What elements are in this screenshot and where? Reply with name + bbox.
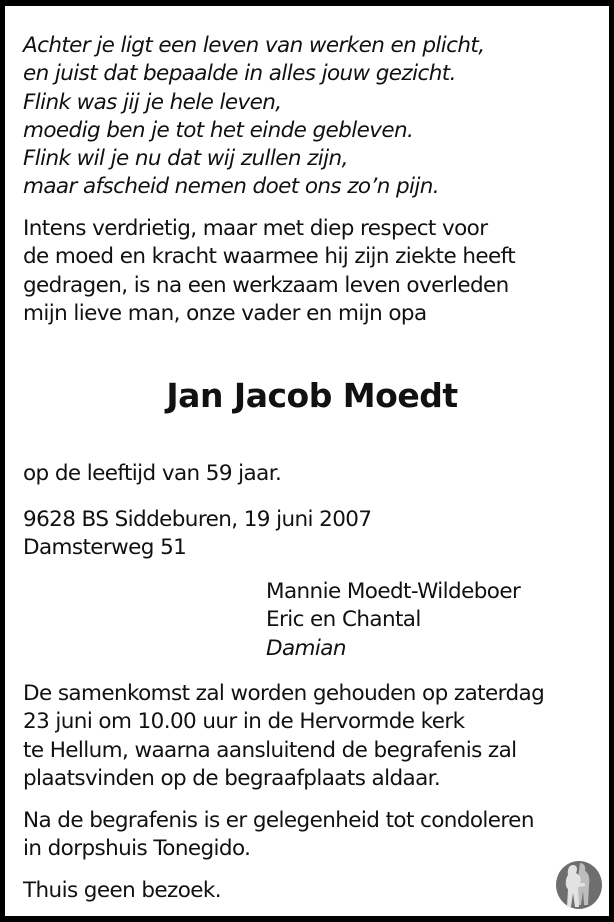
age-line: op de leeftijd van 59 jaar. [23,461,282,486]
poem-line: moedig ben je tot het einde gebleven. [23,117,414,143]
family-signature [266,578,520,663]
address-line: Damsterweg 51 [23,535,187,561]
no-visit-line: Thuis geen bezoek. [23,878,221,903]
deceased-name: Jan Jacob Moedt [166,376,458,415]
intro-paragraph [23,215,515,328]
address-paragraph [23,506,371,563]
family-line: Mannie Moedt-Wildeboer [266,579,521,604]
service-line: 23 juni om 10.00 uur in de Hervormde kerk [23,709,465,735]
intro-line: mijn lieve man, onze vader en mijn opa [23,300,427,326]
service-line: plaatsvinden op de begraafplaats aldaar. [23,765,441,791]
address-line: 9628 BS Siddeburen, 19 juni 2007 [23,507,372,532]
grandchild-name: Damian [266,635,346,661]
service-line: De samenkomst zal worden gehouden op zaterdag [23,681,545,706]
service-paragraph [23,680,544,793]
service-line: te Hellum, waarna aansluitend de begrafenis zal [23,737,517,763]
poem-line: Flink wil je nu dat wij zullen zijn, [23,146,348,172]
poem-line: Achter je ligt een leven van werken en plicht, [23,33,485,58]
condolence-line: in dorpshuis Tonegido. [23,836,251,862]
poem-line: en juist dat bepaalde in alles jouw gezicht. [23,61,456,87]
intro-line: gedragen, is na een werkzaam leven overleden [23,272,509,298]
no-visit-paragraph [23,877,221,905]
condolence-line: Na de begrafenis is er gelegenheid tot condoleren [23,808,534,833]
poem-line: Flink was jij je hele leven, [23,89,282,115]
family-line: Eric en Chantal [266,607,421,633]
condolence-paragraph [23,807,534,864]
poem-line: maar afscheid nemen doet ons zo’n pijn. [23,174,440,200]
poem [23,32,484,202]
age-paragraph [23,460,281,488]
intro-line: Intens verdrietig, maar met diep respect voor [23,216,488,241]
intro-line: de moed en kracht waarmee hij zijn ziekte heeft [23,244,516,270]
embracing-figures-icon [556,859,602,909]
